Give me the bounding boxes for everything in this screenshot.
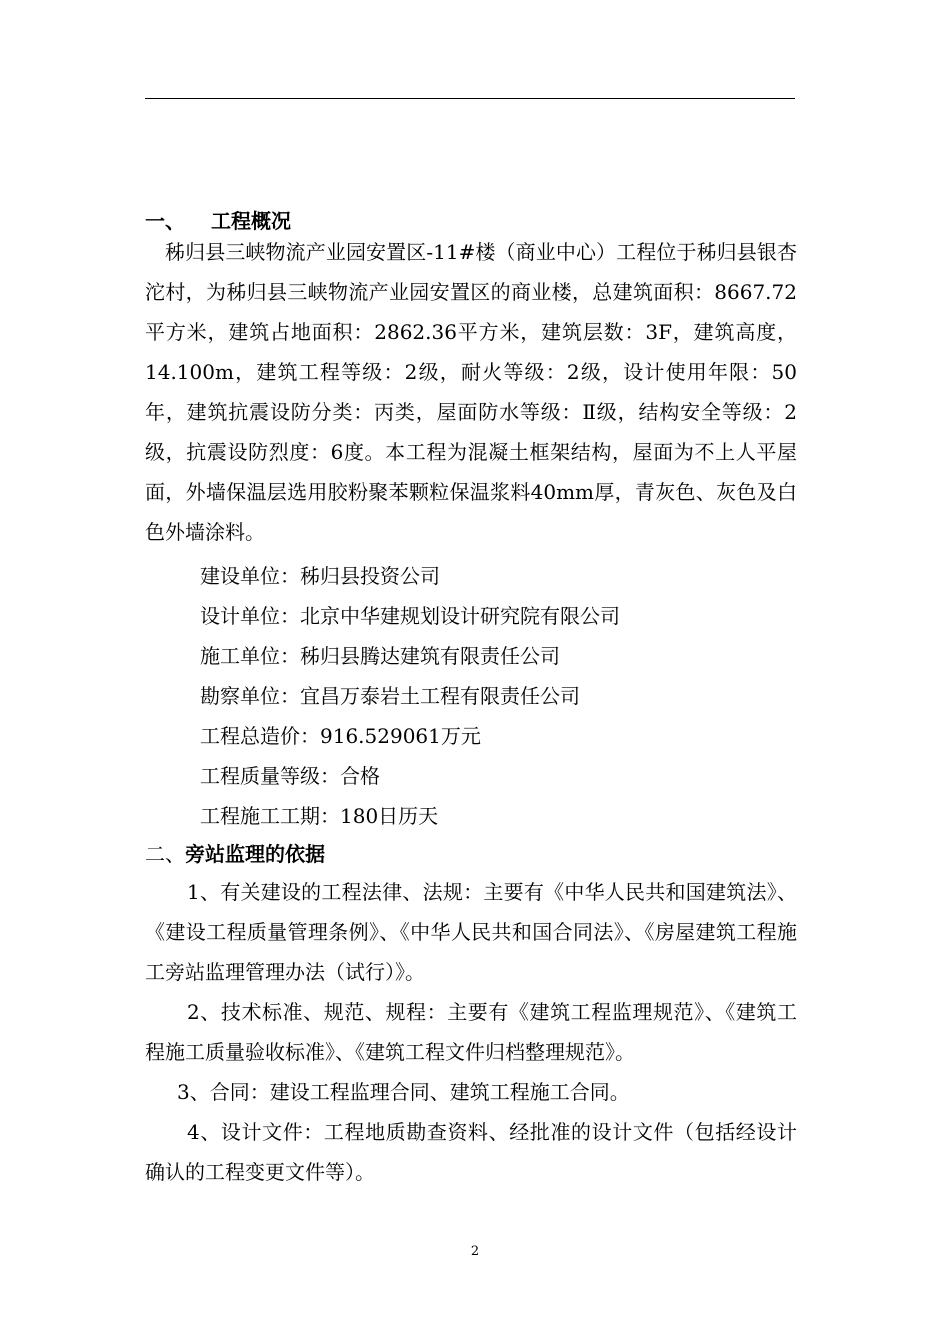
section-2-heading: [145, 838, 325, 870]
basis-item-4: [145, 1112, 797, 1192]
basis-item-2: [145, 992, 797, 1072]
section-1-title: 工程概况: [211, 209, 291, 233]
info-quality-grade: 工程质量等级：合格: [200, 764, 380, 788]
page-number: 2: [470, 1244, 480, 1259]
basis-item-3-text: 3、合同：建设工程监理合同、建筑工程施工合同。: [177, 1080, 630, 1104]
project-overview-paragraph: [145, 232, 797, 552]
info-duration: 工程施工工期：180日历天: [200, 804, 439, 828]
info-designer: 设计单位：北京中华建规划设计研究院有限公司: [200, 604, 620, 628]
section-1-heading: [145, 207, 291, 235]
header-rule: [145, 98, 795, 99]
basis-item-1-text: 1、有关建设的工程法律、法规：主要有《中华人民共和国建筑法》、《建设工程质量管理条例》、《中华人民共和国合同法》、《房屋建筑工程施工旁站监理管理办法（试行）》。: [145, 880, 797, 984]
basis-item-3: [145, 1072, 797, 1112]
project-info-list: [200, 556, 620, 836]
info-builder: 建设单位：秭归县投资公司: [200, 564, 440, 588]
section-1-number: 一、: [145, 209, 185, 233]
info-surveyor: 勘察单位：宜昌万泰岩土工程有限责任公司: [200, 684, 580, 708]
info-total-cost: 工程总造价：916.529061万元: [200, 724, 481, 748]
section-2-title: 旁站监理的依据: [185, 842, 325, 866]
basis-item-4-text: 4、设计文件：工程地质勘查资料、经批准的设计文件（包括经设计确认的工程变更文件等）。: [145, 1120, 797, 1184]
section-2-number: 二、: [145, 842, 185, 866]
overview-text: 秭归县三峡物流产业园安置区-11#楼（商业中心）工程位于秭归县银杏沱村，为秭归县三峡物流产业园安置区的商业楼，总建筑面积：8667.72平方米，建筑占地面积：2862.36平方米，建筑层数：3F，建筑高度，14.100m，建筑工程等级：2级，耐火等级：2级，设计使用年限：50年，建筑抗震设防分类：丙类，屋面防水等级：Ⅱ级，结构安全等级：2级，抗震设防烈度：6度。本工程为混凝土框架结构，屋面为不上人平屋面，外墙保温层选用胶粉聚苯颗粒保温浆料40mm厚，青灰色、灰色及白色外墙涂料。: [145, 240, 797, 544]
info-contractor: 施工单位：秭归县腾达建筑有限责任公司: [200, 644, 560, 668]
basis-item-1: [145, 872, 797, 992]
basis-item-2-text: 2、技术标准、规范、规程：主要有《建筑工程监理规范》、《建筑工程施工质量验收标准》、《建筑工程文件归档整理规范》。: [145, 1000, 797, 1064]
